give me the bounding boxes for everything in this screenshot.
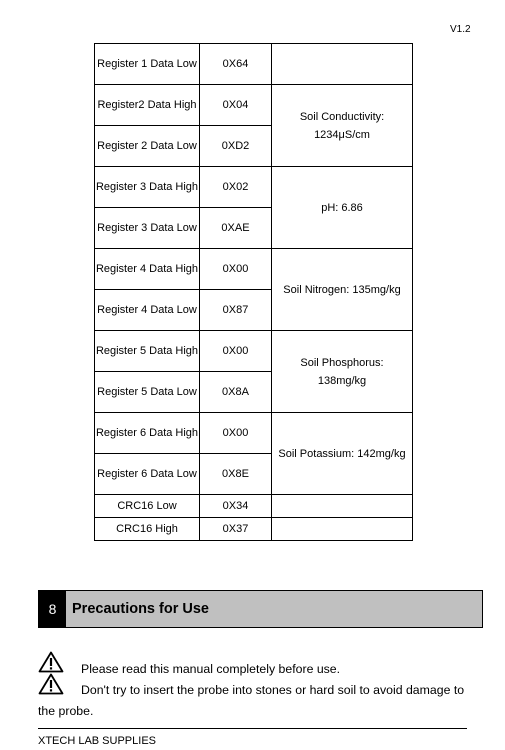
table-row: [95, 413, 413, 454]
register-value: 0X87: [200, 290, 272, 331]
meaning-empty-cell: [272, 495, 413, 518]
meaning-nitrogen: Soil Nitrogen: 135mg/kg: [272, 249, 413, 331]
register-value: 0X00: [200, 331, 272, 372]
register-name: Register 4 Data High: [95, 249, 200, 290]
register-name: Register2 Data High: [95, 85, 200, 126]
register-value: 0X00: [200, 249, 272, 290]
register-name: Register 2 Data Low: [95, 126, 200, 167]
register-name: Register 5 Data Low: [95, 372, 200, 413]
meaning-empty-cell: [272, 518, 413, 541]
register-table: [94, 43, 413, 541]
version-label: V1.2: [450, 24, 471, 35]
table-row: [95, 44, 413, 85]
table-row: [95, 331, 413, 372]
footer-company: XTECH LAB SUPPLIES: [38, 735, 156, 747]
table-row: [95, 249, 413, 290]
warning-triangle-icon: [38, 651, 64, 673]
meaning-phosphorus: Soil Phosphorus: 138mg/kg: [272, 331, 413, 413]
register-name: CRC16 High: [95, 518, 200, 541]
meaning-empty-cell: [272, 44, 413, 85]
register-value: 0X37: [200, 518, 272, 541]
meaning-ph: pH: 6.86: [272, 167, 413, 249]
precaution-text-2-continued: the probe.: [38, 704, 94, 718]
register-name: Register 5 Data High: [95, 331, 200, 372]
table-row: [95, 518, 413, 541]
footer-divider: [38, 728, 467, 729]
warning-triangle-icon: [38, 673, 64, 695]
table-row: [95, 495, 413, 518]
section-number: 8: [39, 591, 66, 627]
register-name: Register 4 Data Low: [95, 290, 200, 331]
meaning-potassium: Soil Potassium: 142mg/kg: [272, 413, 413, 495]
register-value: 0X04: [200, 85, 272, 126]
register-name: CRC16 Low: [95, 495, 200, 518]
register-name: Register 3 Data High: [95, 167, 200, 208]
register-name: Register 1 Data Low: [95, 44, 200, 85]
register-value: 0X8A: [200, 372, 272, 413]
register-name: Register 6 Data Low: [95, 454, 200, 495]
precaution-text-1: Please read this manual completely before use.: [81, 662, 341, 676]
section-title: Precautions for Use: [66, 591, 482, 627]
register-name: Register 6 Data High: [95, 413, 200, 454]
table-row: [95, 167, 413, 208]
register-value: 0X02: [200, 167, 272, 208]
table-row: [95, 85, 413, 126]
register-value: 0XD2: [200, 126, 272, 167]
register-value: 0XAE: [200, 208, 272, 249]
meaning-conductivity: Soil Conductivity: 1234μS/cm: [272, 85, 413, 167]
register-value: 0X64: [200, 44, 272, 85]
register-value: 0X00: [200, 413, 272, 454]
section-header: [38, 590, 483, 628]
register-value: 0X8E: [200, 454, 272, 495]
register-name: Register 3 Data Low: [95, 208, 200, 249]
precaution-text-2: Don't try to insert the probe into stones or hard soil to avoid damage to: [81, 683, 465, 697]
register-value: 0X34: [200, 495, 272, 518]
